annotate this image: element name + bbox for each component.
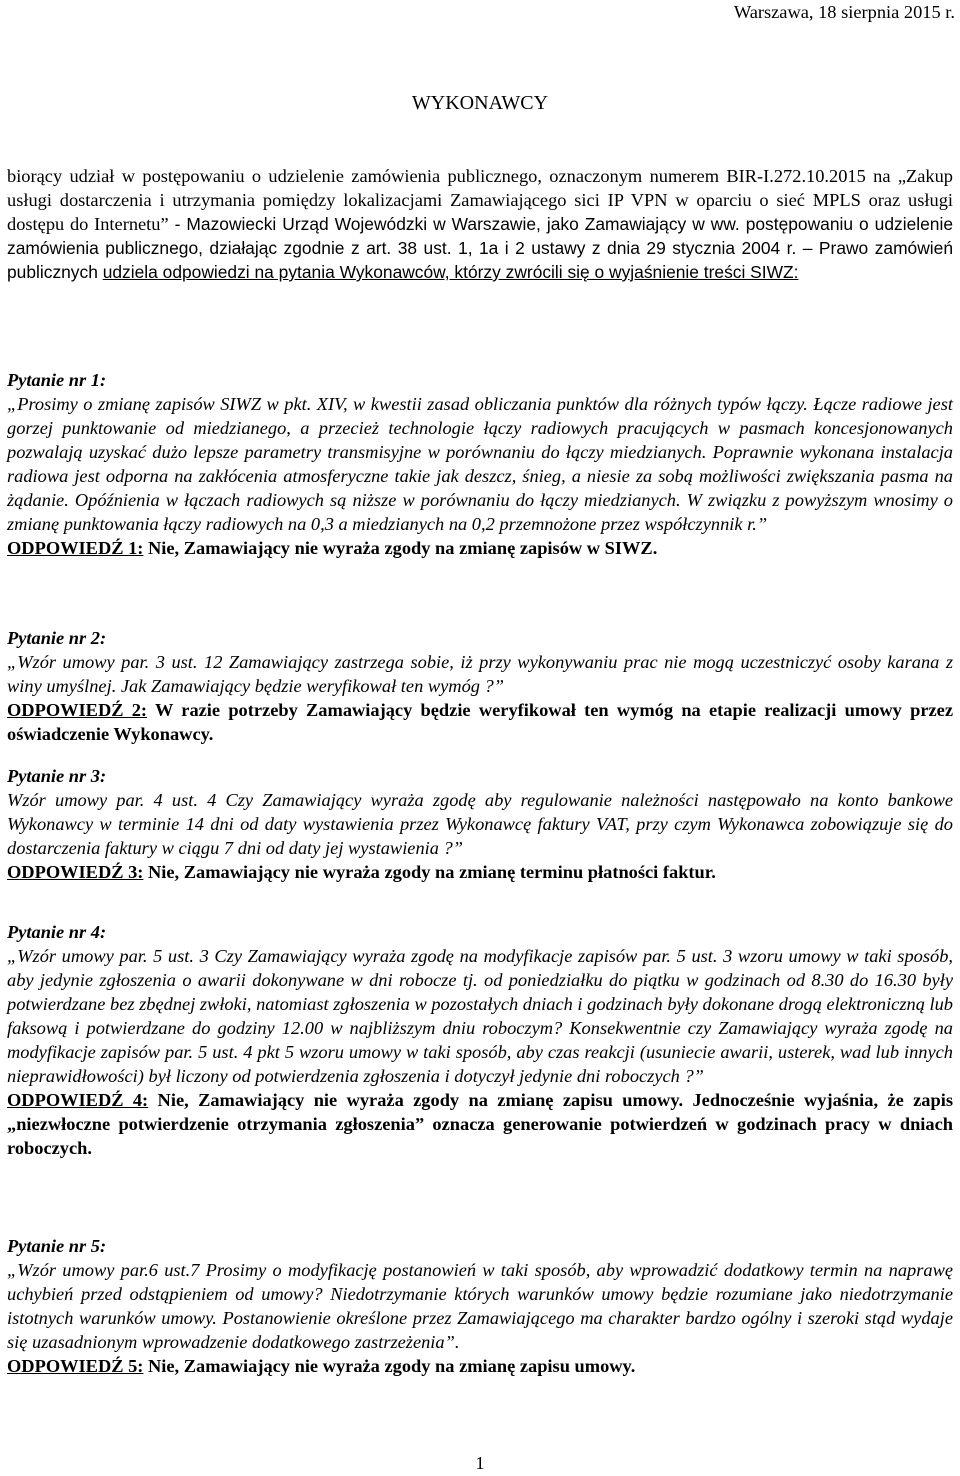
question-text: „Wzór umowy par. 3 ust. 12 Zamawiający zastrzega sobie, iż przy wykonywaniu prac nie mogą uczestniczyć osoby karana z winy umyślnej. Jak Zamawiający będzie weryfikował ten wymóg ?” [7, 652, 953, 696]
intro-text-continued: - Mazowiecki Urząd Wojewódzki w Warszawie, jako Zamawiający w ww. postępowaniu o udzielenie zamówienia publicznego, działając zgodnie z art. 38 ust. 1, 1a i 2 ustawy z dnia 29 stycznia 2004 r. – Prawo zamówień publicznych [7, 214, 953, 282]
question-section-2 [7, 626, 953, 746]
question-section-4 [7, 920, 953, 1160]
answer-label: ODPOWIEDŹ 4: [7, 1090, 149, 1110]
intro-text: biorący udział w postępowaniu o udzielenie zamówienia publicznego, oznaczonym numerem BIR-I.272.10.2015 na „Zakup usługi dostarczenia i utrzymania pomiędzy lokalizacjami Zamawiającego sici IP VPN w oparciu o sieć MPLS oraz usługi dostępu do Internetu” [7, 166, 953, 234]
addressee-heading: WYKONAWCY [411, 92, 549, 114]
answer-text [7, 1088, 953, 1160]
intro-paragraph [7, 164, 953, 284]
question-label: Pytanie nr 1: [7, 370, 107, 390]
answer-label: ODPOWIEDŹ 1: [7, 538, 144, 558]
question-section-5 [7, 1234, 953, 1378]
answer-body: Nie, Zamawiający nie wyraża zgody na zmianę zapisów w SIWZ. [143, 538, 658, 558]
question-section-1 [7, 368, 953, 560]
question-text: „Wzór umowy par.6 ust.7 Prosimy o modyfikację postanowień w taki sposób, aby wprowadzić dodatkowy termin na naprawę uchybień przed odstąpieniem od umowy? Niedotrzymanie których warunków umowy będzie rozumiane jako niedotrzymanie istotnych warunków umowy. Postanowienie określone przez Zamawiającego ma charakter bardzo ogólny i szeroki stąd wydaje się uzasadnionym wprowadzenie dodatkowego zastrzeżenia”. [7, 1260, 953, 1352]
question-label: Pytanie nr 2: [7, 628, 107, 648]
answer-text [7, 536, 953, 560]
question-label: Pytanie nr 3: [7, 766, 107, 786]
answer-label: ODPOWIEDŹ 2: [7, 700, 148, 720]
answer-text [7, 860, 953, 884]
answer-body: W razie potrzeby Zamawiający będzie weryfikował ten wymóg na etapie realizacji umowy przez oświadczenie Wykonawcy. [7, 700, 954, 744]
answer-label: ODPOWIEDŹ 5: [7, 1356, 144, 1376]
question-text: Wzór umowy par. 4 ust. 4 Czy Zamawiający wyraża zgodę aby regulowanie należności następowało na konto bankowe Wykonawcy w terminie 14 dni od daty wystawienia przez Wykonawcę faktury VAT, przy czym Wykonawca zobowiązuje się do dostarczenia faktury w ciągu 7 dni od daty jej wystawienia ?” [7, 790, 953, 858]
question-label: Pytanie nr 4: [7, 922, 107, 942]
answer-label: ODPOWIEDŹ 3: [7, 862, 144, 882]
page-number: 1 [475, 1453, 485, 1473]
date-line: Warszawa, 18 sierpnia 2015 r. [733, 2, 955, 22]
question-section-3 [7, 764, 953, 884]
answer-body: Nie, Zamawiający nie wyraża zgody na zmianę terminu płatności faktur. [143, 862, 716, 882]
answer-body: Nie, Zamawiający nie wyraża zgody na zmianę zapisu umowy. Jednocześnie wyjaśnia, że zapis „niezwłoczne potwierdzenie otrzymania zgłoszenia” oznacza generowanie potwierdzeń w godzinach pracy w dniach roboczych. [7, 1090, 953, 1158]
answer-text [7, 1354, 953, 1378]
question-label: Pytanie nr 5: [7, 1236, 107, 1256]
answer-body: Nie, Zamawiający nie wyraża zgody na zmianę zapisu umowy. [143, 1356, 636, 1376]
intro-text-underlined: udziela odpowiedzi na pytania Wykonawców, którzy zwrócili się o wyjaśnienie treści SIWZ: [102, 262, 799, 282]
question-text: „Prosimy o zmianę zapisów SIWZ w pkt. XIV, w kwestii zasad obliczania punktów dla różnych typów łączy. Łącze radiowe jest gorzej punktowanie od miedzianego, a przecież technologie łączy radiowych pracujących w pasmach koncesjonowanych pozwalają uzyskać dużo lepsze parametry transmisyjne w porównaniu do łączy miedzianych. Poprawnie wykonana instalacja radiowa jest odporna na zakłócenia atmosferyczne takie jak deszcz, śnieg, a niesie za sobą możliwości zwiększania pasma na żądanie. Opóźnienia w łączach radiowych są niższe w porównaniu do łączy miedzianych. W związku z powyższym wnosimy o zmianę punktowania łączy radiowych na 0,3 a miedzianych na 0,2 przemnożone przez współczynnik r.” [7, 394, 953, 534]
answer-text [7, 698, 953, 746]
question-text: „Wzór umowy par. 5 ust. 3 Czy Zamawiający wyraża zgodę na modyfikacje zapisów par. 5 ust. 3 wzoru umowy w taki sposób, aby jedynie zgłoszenia o awarii dokonywane w dni robocze tj. od poniedziałku do piątku w godzinach od 8.30 do 16.30 były potwierdzane bez zbędnej zwłoki, natomiast zgłoszenia w pozostałych dniach i godzinach były dokonane drogą elektroniczną lub faksową i potwierdzane do godziny 12.00 w najbliższym dniu roboczym? Konsekwentnie czy Zamawiający wyraża zgodę na modyfikacje zapisów par. 5 ust. 4 pkt 5 wzoru umowy w taki sposób, aby czas reakcji (usuniecie awarii, usterek, wad lub innych nieprawidłowości) był liczony od potwierdzenia zgłoszenia i dotyczył jedynie dni roboczych ?” [7, 946, 953, 1086]
